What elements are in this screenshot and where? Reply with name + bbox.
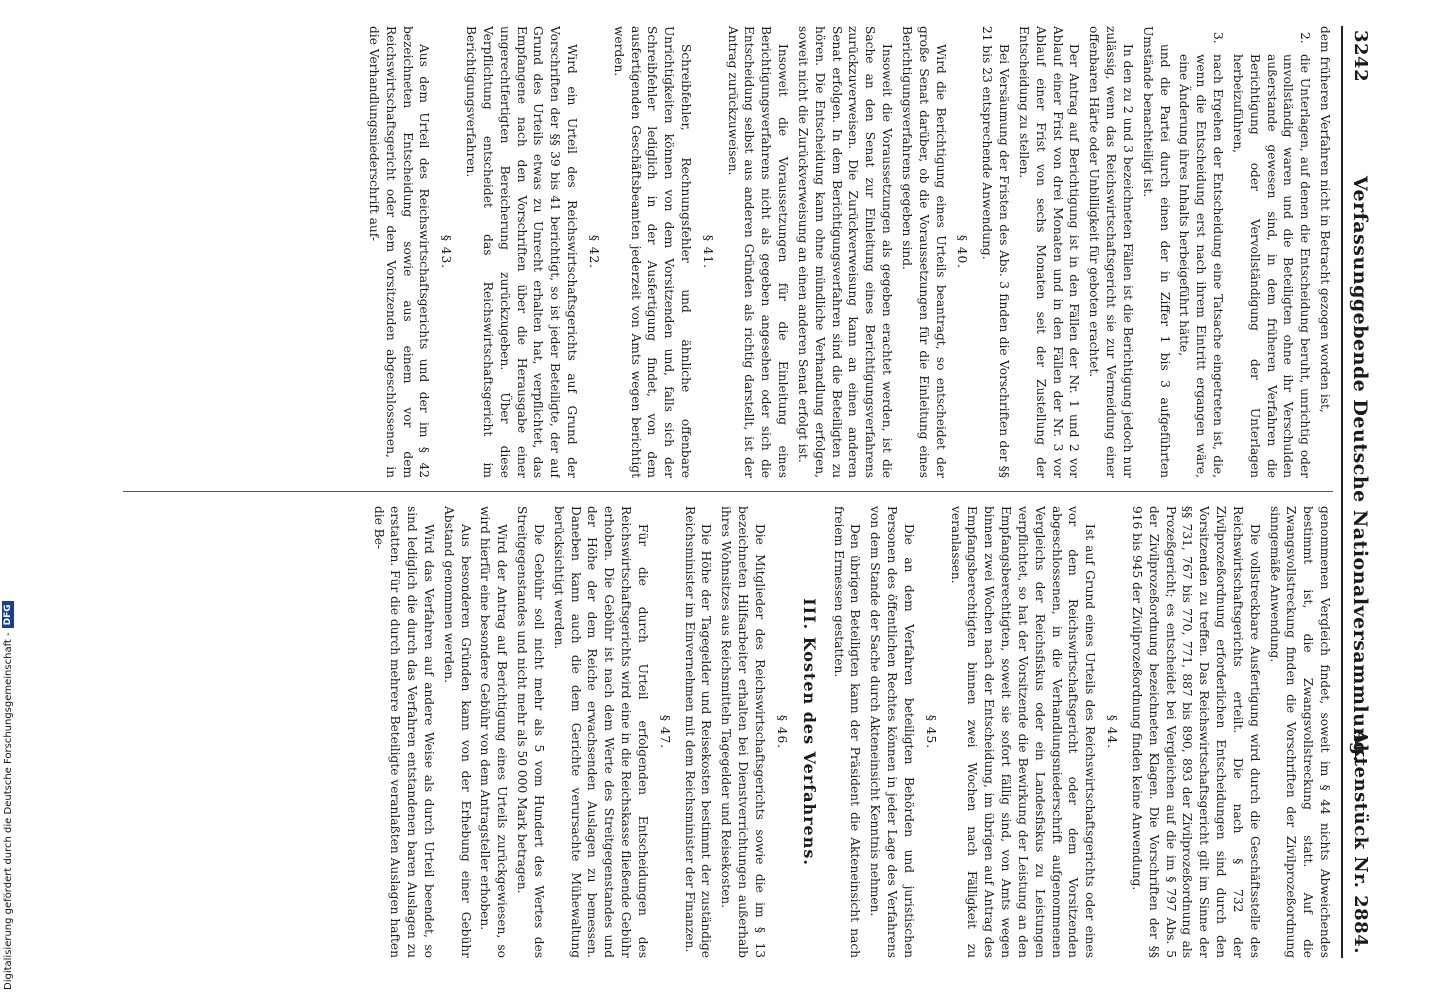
paragraph: Insoweit die Voraussetzungen als gegeben erachtet werden, ist die Sache an den Senat zur Einleitung eines Berichtigungsverfahrens zurückzuverweisen. Die Zurückverweisung kann an einen anderen Senat erfolgen. In dem Berichtigungsverfahren sind die Beteiligten zu hören. Die Entscheidung kann ohne mündliche Verhandlung erfolgen, soweit nicht die Zurückverweisung an einen anderen Senat erfolgt ist. [795,26,895,478]
section-heading-45: § 45. [923,714,938,750]
paragraph: Wird die Berichtigung eines Urteils beantragt, so entscheidet der große Senat darüber, ob die Voraussetzungen für die Einleitung eines Berichtigungsverfahrens gegeben sind. [899,26,948,478]
right-text-column [113,506,1333,958]
section-heading-46: § 46. [774,714,789,750]
paragraph: Die an dem Verfahren beteiligten Behörden und juristischen Personen des öffentlichen Rechtes können in jeder Lage des Verfahrens von dem Stande der Sache durch Akteneinsicht Kenntnis nehmen. [868,506,916,958]
paragraph: Bei Versäumung der Fristen des Abs. 3 finden die Vorschriften der §§ 21 bis 23 entsprechende Anwendung. [980,26,1012,478]
paragraph: und die Partei durch einen der in Ziffer 1 bis 3 aufgeführten Umstände benachteiligt ist. [1140,26,1172,478]
publication-title: Verfassunggebende Deutsche Nationalversammlung. [1349,176,1371,763]
paragraph: Die vollstreckbare Ausfertigung wird durch die Geschäftsstelle des Reichswirtschaftsgerichts erteilt. Die nach § 732 der Zivilprozeßordnung erforderlichen Entscheidungen sind durch den Vorsitzenden zu treffen. Das Reichswirtschaftsgericht gilt im Sinne der §§ 731, 767 bis 770, 771, 887 bis 890, 893 der Zivilprozeßordnung als Prozeßgericht; es entscheidet bei Vergleichen auf die im § 797 Abs. 5 der Zivilprozeßordnung bezeichneten Klagen. Die Vorschriften der §§ 916 bis 945 der Zivilprozeßordnung finden keine Anwendung. [1129,506,1262,958]
list-item [1229,26,1313,478]
paragraph: dem früheren Verfahren nicht in Betracht gezogen worden ist, [1318,26,1332,413]
paragraph: Die Mitglieder des Reichswirtschaftsgerichts sowie die im § 13 bezeichneten Hilfsarbeiter erhalten bei Dienstverrichtungen außerhalb ihres Wohnsitzes aus Reichsmitteln Tagegelder und Reisekosten. [719,506,767,958]
section-heading-42: § 42. [586,234,601,270]
left-text-column [113,26,1333,478]
paragraph: Aus dem Urteil des Reichswirtschaftsgerichts und der im § 42 bezeichneten Entscheidung sowie aus einem vor dem Reichswirtschaftsgericht oder dem Vorsitzenden abgeschlossenen, in die Verhandlungsniederschrift auf- [366,26,432,478]
section-heading-40: § 40. [955,234,970,270]
paragraph: Den übrigen Beteiligten kann der Präsident die Akteneinsicht nach freiem Ermessen gestatten. [831,506,863,958]
page-number: 3242 [1350,30,1371,83]
rotated-document-page [107,26,1377,958]
paragraph: Insoweit die Voraussetzungen für die Einleitung eines Berichtigungsverfahrens nicht als gegeben angesehen oder sich die Entscheidung selbst aus anderen Gründen als richtig darstellt, ist der Antrag zurückzuweisen. [725,26,791,478]
digitization-note: Digitalisierung gefördert durch die Deutsche Forschungsgemeinschaft - [2,632,14,990]
list-item-text: nach Ergehen der Entscheidung eine Tatsache eingetreten ist, die, wenn die Entscheidung erst nach ihrem Eintritt ergangen wäre, eine Änderung ihres Inhalts herbeigeführt hätte, [1177,54,1226,478]
list-number: 2. [1298,32,1313,44]
document-sheet-number: Aktenstück Nr. 2884. [1350,730,1371,954]
paragraph: In den zu 2 und 3 bezeichneten Fällen ist die Berichtigung jedoch nur zulässig, wenn das Reichswirtschaftsgericht sie zur Vermeidung einer offenbaren Härte oder Unbilligkeit für geboten erachtet. [1087,26,1135,478]
paragraph: Wird der Antrag auf Berichtigung eines Urteils zurückgewiesen, so wird hierfür eine besondere Gebühr von dem Antragsteller erhoben. [478,506,510,958]
list-item-text: die Unterlagen, auf denen die Entscheidung beruht, unrichtig oder unvollständig waren und die Beteiligten ohne ihr Verschulden außerstande gewesen sind, in dem früheren Verfahren die Berichtigung oder Vervollständigung der Unterlagen herbeizuführen, [1230,54,1313,478]
digitization-footer [2,601,14,990]
list-number: 3. [1211,32,1226,44]
paragraph: Die Höhe der Tagegelder und Reisekosten bestimmt der zuständige Reichsminister im Einvernehmen mit dem Reichsminister der Finanzen. [682,506,714,958]
section-heading-47: § 47. [657,714,672,750]
section-heading-43: § 43. [439,234,454,270]
paragraph: Der Antrag auf Berichtigung ist in den Fällen der Nr. 1 und 2 vor Ablauf einer Frist von drei Monaten und in den Fällen der Nr. 3 vor Ablauf einer Frist von sechs Monaten seit der Zustellung der Entscheidung zu stellen. [1016,26,1082,478]
paragraph: Für die durch Urteil erfolgenden Entscheidungen des Reichswirtschaftsgerichts wird eine in die Reichskasse fließende Gebühr erhoben. Die Gebühr ist nach dem Werte des Streitgegenstandes und der Höhe der dem Reiche erwachsenden Auslagen zu bemessen. Daneben kann auch die dem Gerichte verursachte Mühewaltung berücksichtigt werden. [551,506,650,958]
section-heading-44: § 44. [1105,714,1120,750]
page-header [1341,26,1377,958]
paragraph: Schreibfehler, Rechnungsfehler und ähnliche offenbare Unrichtigkeiten können von dem Vorsitzenden und, falls sich der Schreibfehler lediglich in der Ausfertigung findet, von dem ausfertigenden Geschäftsbeamten jederzeit von Amts wegen berichtigt werden. [611,26,694,478]
paragraph: Wird ein Urteil des Reichswirtschaftsgerichts auf Grund der Vorschriften der §§ 39 bis 41 berichtigt, so ist jeder Beteiligte, der auf Grund des Urteils etwas zu Unrecht erhalten hat, verpflichtet, das Empfangene nach den Vorschriften über die Herausgabe einer ungerechtfertigten Bereicherung zurückzugeben. Über diese Verpflichtung entscheidet das Reichswirtschaftsgericht im Berichtigungsverfahren. [464,26,580,478]
paragraph: Wird das Verfahren auf andere Weise als durch Urteil beendet, so sind lediglich die durch das Verfahren entstandenen baren Auslagen zu erstatten. Für die durch mehrere Beteiligte veranlaßten Auslagen haften die Be- [371,506,436,958]
paragraph: genommenen Vergleich findet, soweit im § 44 nichts Abweichendes bestimmt ist, die Zwangsvollstreckung statt. Auf die Zwangsvollstreckung finden die Vorschriften der Zivilprozeßordnung sinngemäße Anwendung. [1267,506,1332,958]
paragraph: Die Gebühr soll nicht mehr als 5 vom Hundert des Wertes des Streitgegenstandes und nicht mehr als 50 000 Mark betragen. [515,506,546,958]
column-divider [123,491,1333,492]
list-item [1176,26,1226,478]
part-heading-costs: III. Kosten des Verfahrens. [799,598,819,866]
paragraph: Ist auf Grund eines Urteils des Reichswirtschaftsgerichts oder eines vor dem Reichswirtschaftsgericht oder dem Vorsitzenden abgeschlossenen, in die Verhandlungsniederschrift aufgenommenen Vergleichs der Reichsfiskus oder ein Landesfiskus zu Leistungen verpflichtet, so hat der Vorsitzende die Bewirkung der Leistung an den Empfangsberechtigten, soweit sie sofort fällig sind, von Amts wegen binnen zwei Wochen nach der Entscheidung, im übrigen auf Antrag des Empfangsberechtigten binnen zwei Wochen nach Fälligkeit zu veranlassen. [948,506,1098,958]
section-heading-41: § 41. [700,234,715,270]
paragraph: Aus besonderen Gründen kann von der Erhebung einer Gebühr Abstand genommen werden. [441,506,473,958]
dfg-logo: DFG [2,601,14,628]
